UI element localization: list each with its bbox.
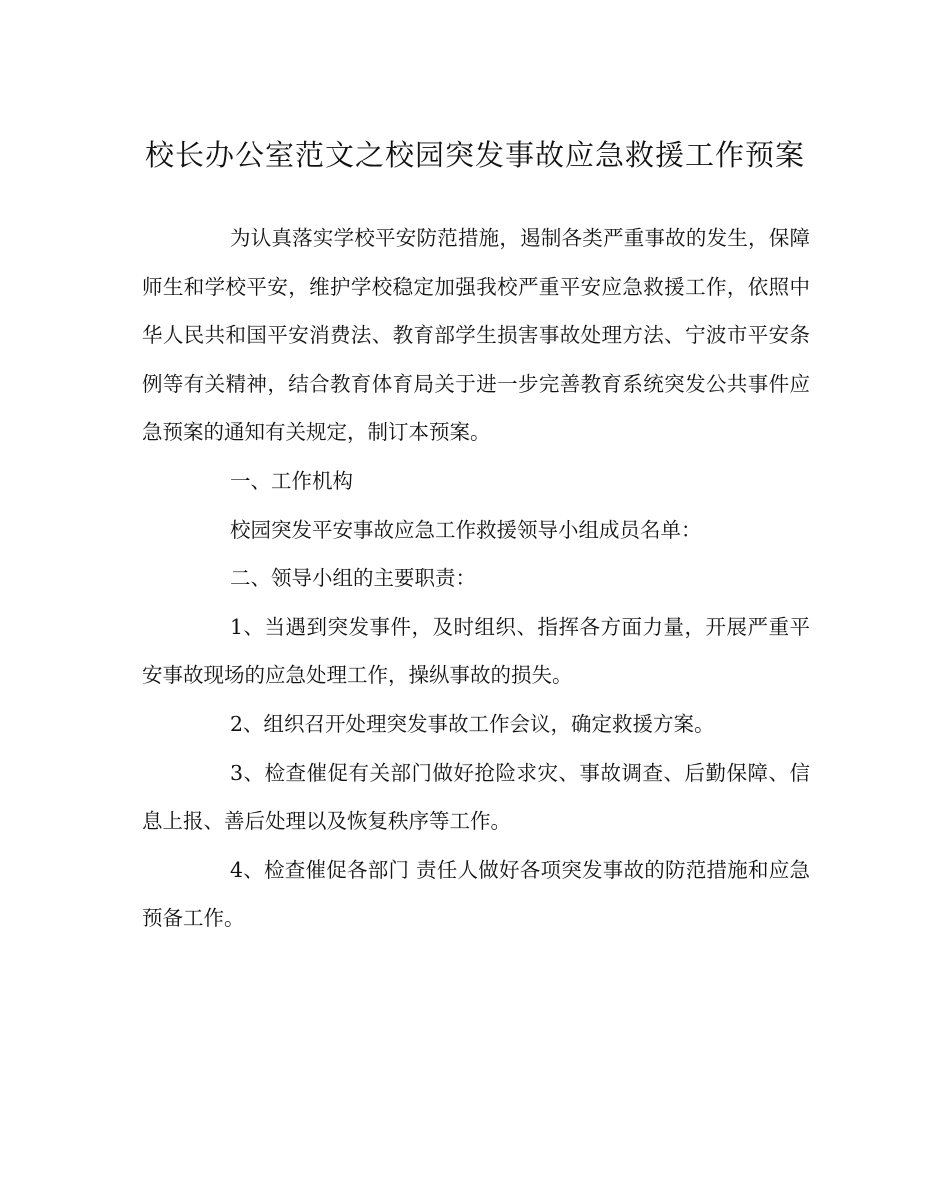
duty-item-2: 2、组织召开处理突发事故工作会议，确定救援方案。 [230,711,715,736]
section-heading-organization: 一、工作机构 [230,468,353,493]
document-body [142,214,810,943]
duty-item-1: 1、当遇到突发事件，及时组织、指挥各方面力量，开展严重平安事故现场的应急处理工作，操纵事故的损失。 [142,614,810,688]
intro-paragraph: 为认真落实学校平安防范措施，遏制各类严重事故的发生，保障师生和学校平安，维护学校稳定加强我校严重平安应急救援工作，依照中华人民共和国平安消费法、教育部学生损害事故处理方法、宁波市平安条例等有关精神，结合教育体育局关于进一步完善教育系统突发公共事件应急预案的通知有关规定，制订本预案。 [142,226,810,445]
section-heading-duties: 二、领导小组的主要职责： [230,566,476,591]
document-title: 校长办公室范文之校园突发事故应急救援工作预案 [144,138,805,172]
duty-item-3: 3、检查催促有关部门做好抢险求灾、事故调查、后勤保障、信息上报、善后处理以及恢复秩序等工作。 [142,760,810,834]
duty-item-4: 4、检查催促各部门 责任人做好各项突发事故的防范措施和应急预备工作。 [142,857,810,931]
leadership-members-line: 校园突发平安事故应急工作救援领导小组成员名单： [230,517,702,542]
